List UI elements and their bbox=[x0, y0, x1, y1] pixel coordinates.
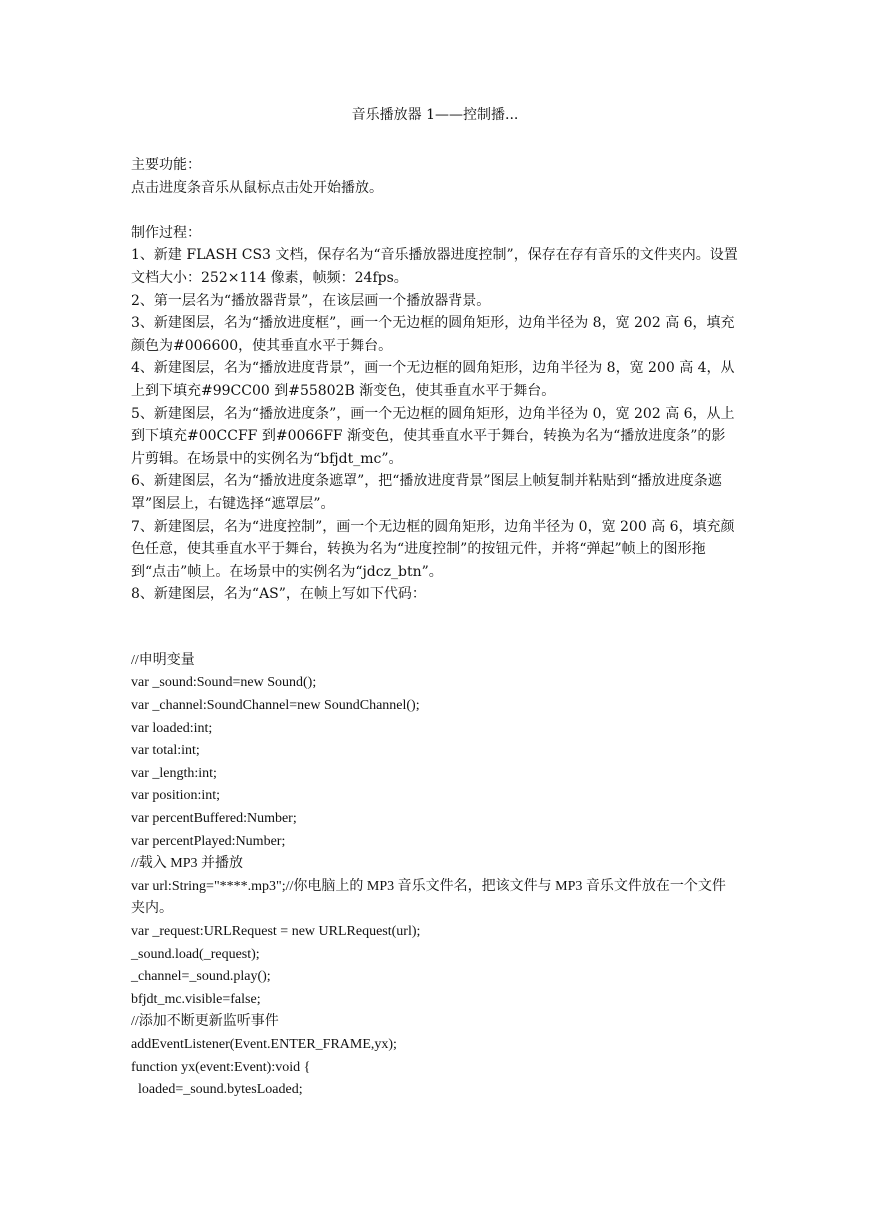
code-line: loaded=_sound.bytesLoaded; bbox=[131, 1082, 303, 1098]
process-step: 2、第一层名为“播放器背景”，在该层画一个播放器背景。 bbox=[131, 292, 491, 309]
process-heading: 制作过程： bbox=[131, 224, 201, 241]
features-text: 点击进度条音乐从鼠标点击处开始播放。 bbox=[131, 179, 383, 196]
document-title: 音乐播放器 1——控制播... bbox=[351, 107, 519, 123]
process-step: 8、新建图层，名为“AS”，在帧上写如下代码： bbox=[131, 586, 426, 603]
code-line: var _channel:SoundChannel=new SoundChannel(); bbox=[131, 698, 420, 714]
process-step: 7、新建图层，名为“进度控制”，画一个无边框的圆角矩形，边角半径为 0，宽 200 高 6，填充颜色任意，使其垂直水平于舞台，转换为名为“进度控制”的按钮元件，并将“弹起”帧上的图形拖到“点击”帧上。在场景中的实例名为“jdcz_btn”。 bbox=[131, 518, 735, 580]
code-block bbox=[131, 650, 739, 1102]
features-heading: 主要功能： bbox=[131, 157, 201, 173]
code-line: addEventListener(Event.ENTER_FRAME,yx); bbox=[131, 1036, 397, 1052]
document-page bbox=[131, 104, 739, 1102]
spacer bbox=[131, 606, 739, 650]
spacer bbox=[131, 199, 739, 222]
code-line: //添加不断更新监听事件 bbox=[131, 1014, 279, 1030]
process-step: 6、新建图层，名为“播放进度条遮罩”，把“播放进度背景”图层上帧复制并粘贴到“播放进度条遮罩”图层上，右键选择“遮罩层”。 bbox=[131, 473, 722, 512]
code-line: function yx(event:Event):void { bbox=[131, 1059, 311, 1075]
process-step: 5、新建图层，名为“播放进度条”，画一个无边框的圆角矩形，边角半径为 0，宽 202 高 6，从上到下填充#00CCFF 到#0066FF 渐变色，使其垂直水平于舞台，转换为名为“播放进度条”的影片剪辑。在场景中的实例名为“bfjdt_mc”。 bbox=[131, 405, 735, 467]
code-line: bfjdt_mc.visible=false; bbox=[131, 991, 261, 1007]
code-line: var _sound:Sound=new Sound(); bbox=[131, 675, 317, 691]
process-step: 4、新建图层，名为“播放进度背景”，画一个无边框的圆角矩形，边角半径为 8，宽 200 高 4，从上到下填充#99CC00 到#55802B 渐变色，使其垂直水平于舞台。 bbox=[131, 360, 735, 399]
code-line: _channel=_sound.play(); bbox=[131, 969, 271, 985]
code-line: //申明变量 bbox=[131, 652, 195, 668]
code-line: var _length:int; bbox=[131, 765, 217, 781]
process-step: 1、新建 FLASH CS3 文档，保存名为“音乐播放器进度控制”，保存在存有音乐的文件夹内。设置文档大小：252×114 像素，帧频：24fps。 bbox=[131, 247, 738, 286]
code-line: var _request:URLRequest = new URLRequest(url); bbox=[131, 924, 421, 939]
process-step: 3、新建图层，名为“播放进度框”，画一个无边框的圆角矩形，边角半径为 8，宽 202 高 6，填充颜色为#006600，使其垂直水平于舞台。 bbox=[131, 315, 735, 354]
code-line: var url:String="****.mp3";//你电脑上的 MP3 音乐文件名，把该文件与 MP3 音乐文件放在一个文件夹内。 bbox=[131, 878, 726, 917]
code-line: //载入 MP3 并播放 bbox=[131, 856, 244, 872]
code-line: _sound.load(_request); bbox=[131, 946, 260, 962]
code-line: var percentPlayed:Number; bbox=[131, 833, 286, 849]
code-line: var loaded:int; bbox=[131, 720, 213, 736]
code-line: var total:int; bbox=[131, 743, 200, 759]
code-line: var percentBuffered:Number; bbox=[131, 811, 297, 827]
code-line: var position:int; bbox=[131, 788, 221, 804]
